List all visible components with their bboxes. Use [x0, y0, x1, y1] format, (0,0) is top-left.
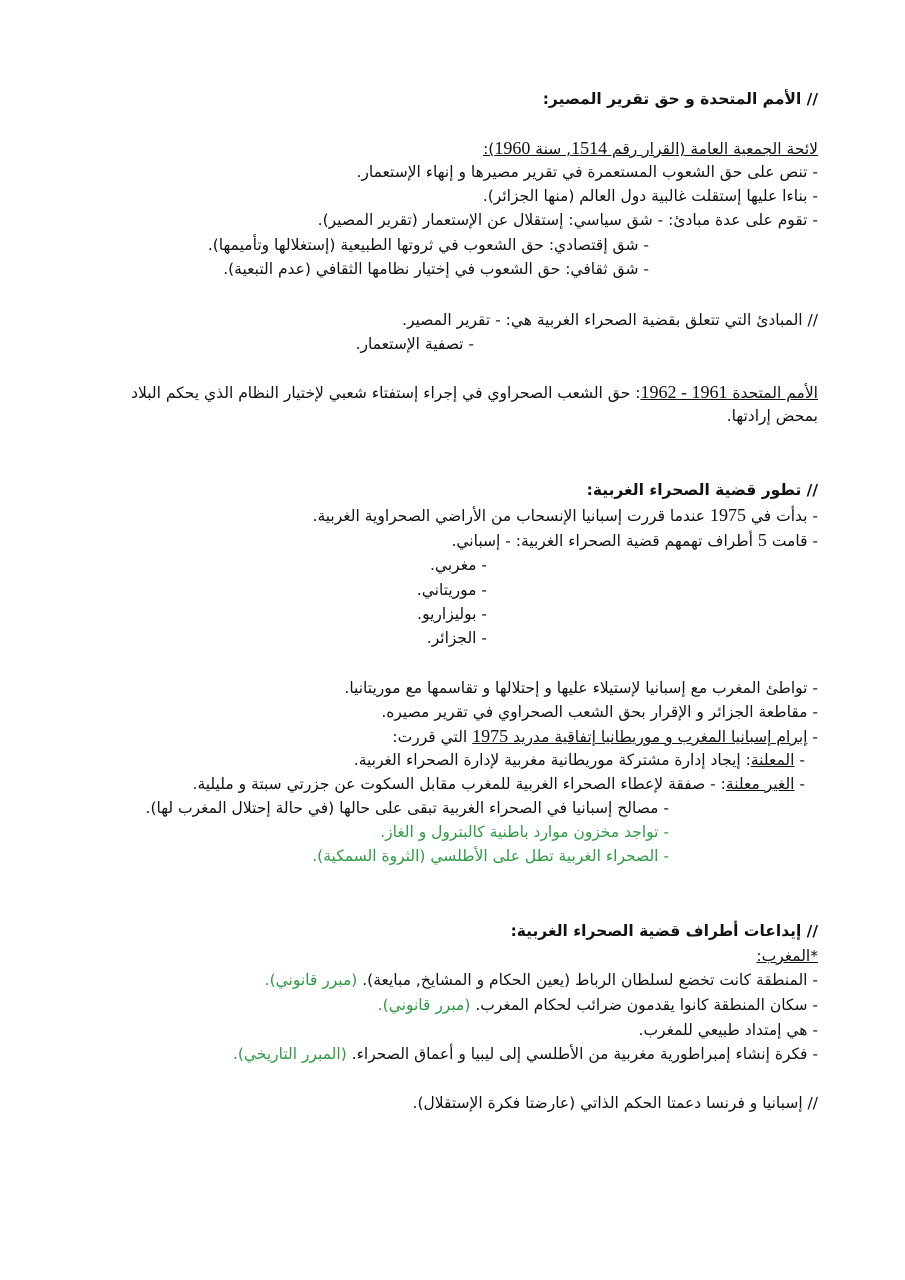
announced-label: المعلنة [750, 751, 795, 769]
party-item: - بوليزاريو. [417, 605, 487, 623]
sub-bullet-line-green: - تواجد مخزون موارد باطنية كالبترول و الغاز. [380, 823, 669, 841]
text: إبرام إسبانيا المغرب و موريطانيا إتفاقية مدريد [508, 728, 808, 746]
bullet-line: - مقاطعة الجزائر و الإقرار بحق الشعب الصحراوي في تقرير مصيره. [381, 703, 818, 721]
un-paragraph-line-1 [131, 381, 818, 404]
section-title-un-self-determination: // الأمم المتحدة و حق تقرير المصير: [542, 90, 818, 108]
resolution-heading [483, 137, 818, 160]
unannounced-text: : - صفقة لإعطاء الصحراء الغربية للمغرب مقابل السكوت عن جزرتي سبتة و مليلية. [192, 775, 726, 793]
justification-tag: (المبرر التاريخي). [232, 1045, 347, 1063]
un-years: 1961 - 1962 [640, 382, 728, 402]
sub-bullet-line-green: - الصحراء الغربية تطل على الأطلسي (الثروة السمكية). [312, 847, 669, 865]
resolution-year: 1960 [494, 138, 531, 158]
text: أطراف تهمهم قضية الصحراء الغربية: - إسباني. [451, 532, 758, 550]
bullet-line [451, 529, 818, 552]
sub-bullet-line: - شق إقتصادي: حق الشعوب في ثروتها الطبيعية (إستغلالها وتأميمها). [207, 236, 649, 254]
madrid-agreement-line [392, 725, 818, 748]
justification-tag: (مبرر قانوني). [264, 971, 358, 989]
text: - [807, 728, 818, 746]
madrid-agreement-underlined [472, 728, 807, 746]
un-paragraph-line-2: بمحض إرادتها. [726, 407, 818, 425]
sub-bullet-line: - مصالح إسبانيا في الصحراء الغربية تبقى على حالها (في حالة إحتلال المغرب لها). [145, 799, 669, 817]
bullet-line: - بناءا عليها إستقلت غالبية دول العالم (منها الجزائر). [482, 187, 818, 205]
announced-line: - المعلنة: إيجاد إدارة مشتركة موريطانية مغربية لإدارة الصحراء الغربية. [353, 751, 805, 769]
resolution-number: 1514 [571, 138, 608, 158]
resolution-heading-text: لائحة الجمعية العامة (القرار رقم [607, 140, 818, 158]
bullet-line [313, 504, 818, 527]
sub-bullet-line: - شق ثقافي: حق الشعوب في إختيار نظامها الثقافي (عدم التبعية). [223, 260, 649, 278]
text: - فكرة إنشاء إمبراطورية مغربية من الأطلسي إلى ليبيا و أعماق الصحراء. [346, 1045, 818, 1063]
year: 1975 [472, 726, 509, 746]
text: - قامت [766, 532, 818, 550]
count: 5 [757, 530, 767, 550]
unannounced-line: - الغير معلنة: - صفقة لإعطاء الصحراء الغربية للمغرب مقابل السكوت عن جزرتي سبتة و مليلية. [192, 775, 805, 793]
un-text: : حق الشعب الصحراوي في إجراء إستفتاء شعبي لإختيار النظام الذي يحكم البلاد [131, 384, 641, 402]
justification-tag: (مبرر قانوني). [377, 996, 471, 1014]
section-title-claims: // إيداعات أطراف قضية الصحراء الغربية: [510, 922, 818, 940]
claim-line: - هي إمتداد طبيعي للمغرب. [638, 1021, 818, 1039]
subheading-morocco: *المغرب: [756, 947, 818, 965]
text: - سكان المنطقة كانوا يقدمون ضرائب لحكام المغرب. [470, 996, 818, 1014]
bullet-line: - تواطئ المغرب مع إسبانيا لإستيلاء عليها و إحتلالها و تقاسمها مع موريتانيا. [344, 679, 818, 697]
resolution-heading-end: ): [483, 140, 495, 158]
claim-line [265, 969, 818, 991]
year: 1975 [709, 505, 746, 525]
claim-line [233, 1043, 818, 1065]
bullet-line: - تقوم على عدة مبادئ: - شق سياسي: إستقلال عن الإستعمار (تقرير المصير). [317, 211, 818, 229]
unannounced-label: الغير معلنة [725, 775, 795, 793]
claim-line [378, 994, 818, 1016]
resolution-heading-text-2: , سنة [530, 140, 572, 158]
principles-line: // المبادئ التي تتعلق بقضية الصحراء الغربية هي: - تقرير المصير. [402, 311, 818, 329]
text: التي قررت: [392, 728, 473, 746]
closing-line: // إسبانيا و فرنسا دعمتا الحكم الذاتي (عارضتا فكرة الإستقلال). [412, 1094, 818, 1112]
text: عندما قررت إسبانيا الإنسحاب من الأراضي الصحراوية الغربية. [312, 507, 710, 525]
bullet-line: - تنص على حق الشعوب المستعمرة في تقرير مصيرها و إنهاء الإستعمار. [356, 163, 818, 181]
party-item: - مغربي. [429, 556, 487, 574]
un-label: الأمم المتحدة [727, 384, 818, 402]
text: - بدأت في [745, 507, 818, 525]
text: - المنطقة كانت تخضع لسلطان الرباط (يعين الحكام و المشايخ, مبايعة). [357, 971, 818, 989]
principles-sub-line: - تصفية الإستعمار. [355, 335, 474, 353]
party-item: - موريتاني. [416, 581, 487, 599]
announced-text: : إيجاد إدارة مشتركة موريطانية مغربية لإدارة الصحراء الغربية. [353, 751, 751, 769]
section-title-western-sahara-evolution: // تطور قضية الصحراء الغربية: [586, 481, 818, 499]
party-item: - الجزائر. [426, 629, 487, 647]
